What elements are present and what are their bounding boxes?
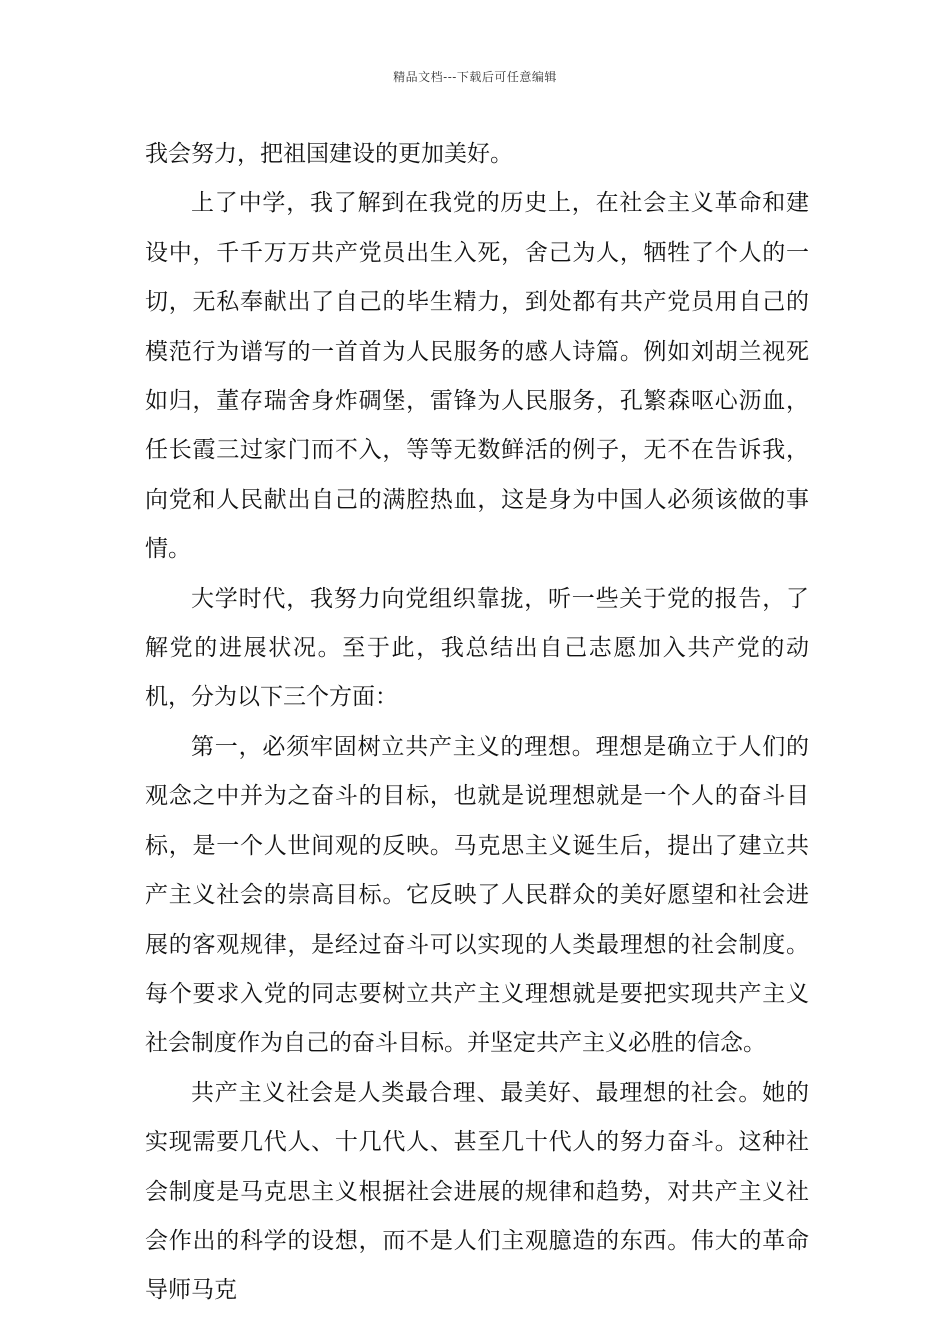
paragraph-university: 大学时代，我努力向党组织靠拢，听一些关于党的报告，了解党的进展状况。至于此，我总结出自己志愿加入共产党的动机，分为以下三个方面：: [145, 585, 809, 711]
paragraph-middle-school: 上了中学，我了解到在我党的历史上，在社会主义革命和建设中，千千万万共产党员出生入死，舍己为人，牺牲了个人的一切，无私奉献出了自己的毕生精力，到处都有共产党员用自己的模范行为谱写的一首首为人民服务的感人诗篇。例如刘胡兰视死如归，董存瑞舍身炸碉堡，雷锋为人民服务，孔繁森呕心沥血，任长霞三过家门而不入，等等无数鲜活的例子，无不在告诉我，向党和人民献出自己的满腔热血，这是身为中国人必须该做的事情。: [145, 190, 809, 563]
paragraph-communist-society: 共产主义社会是人类最合理、最美好、最理想的社会。她的实现需要几代人、十几代人、甚至几十代人的努力奋斗。这种社会制度是马克思主义根据社会进展的规律和趋势，对共产主义社会作出的科学的设想，而不是人们主观臆造的东西。伟大的革命导师马克: [145, 1079, 809, 1304]
paragraph-first-point: 第一，必须牢固树立共产主义的理想。理想是确立于人们的观念之中并为之奋斗的目标，也就是说理想就是一个人的奋斗目标，是一个人世间观的反映。马克思主义诞生后，提出了建立共产主义社会的崇高目标。它反映了人民群众的美好愿望和社会进展的客观规律，是经过奋斗可以实现的人类最理想的社会制度。每个要求入党的同志要树立共产主义理想就是要把实现共产主义社会制度作为自己的奋斗目标。并坚定共产主义必胜的信念。: [145, 733, 809, 1057]
document-body: [145, 130, 809, 1316]
paragraph-continuation: 我会努力，把祖国建设的更加美好。: [145, 141, 513, 167]
page-header: 精品文档---下载后可任意编辑: [393, 70, 557, 84]
